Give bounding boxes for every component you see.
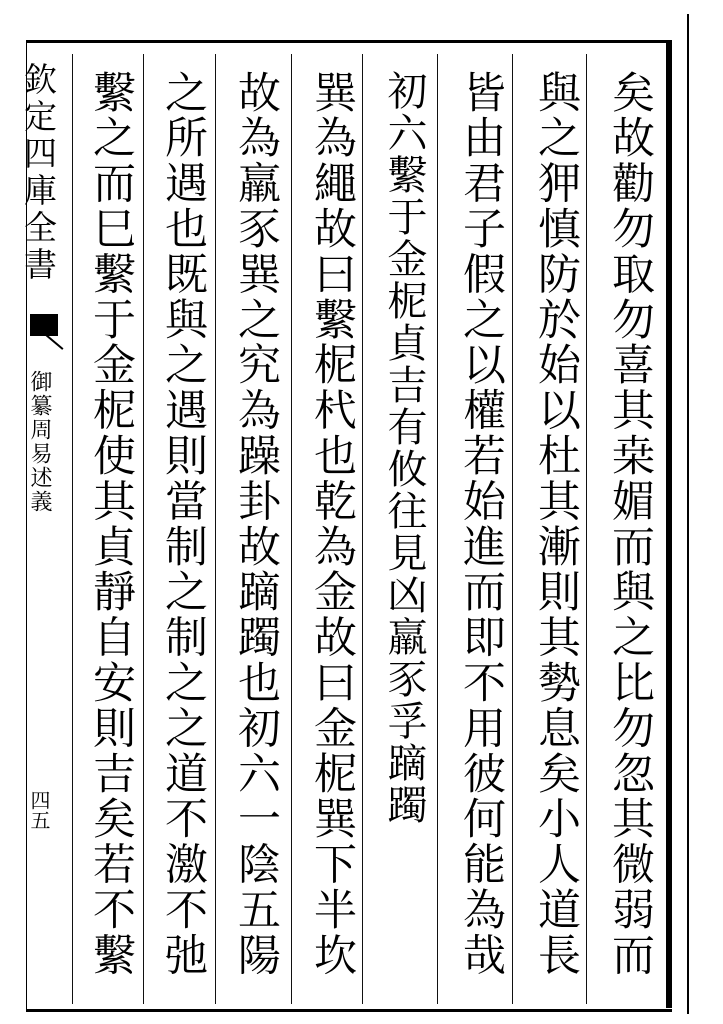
text-column-3: 皆由君子假之以權若始進而即不用彼何能為哉 [456,70,506,978]
column-rule [72,54,73,1004]
margin-title: 欽定四庫全書 [19,62,58,284]
text-column-5: 巽為繩故曰繫柅杙也乾為金故曰金柅巽下半坎 [307,70,357,978]
text-column-2: 與之狎慎防於始以杜其漸則其勢息矣小人道長 [531,70,581,978]
page-edge-line [687,14,689,1014]
text-column-1: 矣故勸勿取勿喜其桒媚而與之比勿忽其微弱而 [605,70,655,978]
text-column-7: 之所遇也既與之遇則當制之制之之道不激不弛 [158,70,208,978]
text-column-8: 繫之而巳繫于金柅使其貞靜自安則吉矣若不繫 [86,70,136,978]
margin-page-number: 四五 [27,790,51,830]
fish-tail-mark [30,314,58,336]
text-column-4-heading: 初六繫于金柅貞吉有攸往見凶羸豕孚蹢躅 [381,70,427,826]
column-rule [291,54,292,1004]
text-column-6: 故為羸豕巽之究為躁卦故蹢躅也初六一陰五陽 [231,70,281,978]
frame-right-border [666,40,672,1008]
margin-book-title: 御纂周易述義 [27,370,52,514]
